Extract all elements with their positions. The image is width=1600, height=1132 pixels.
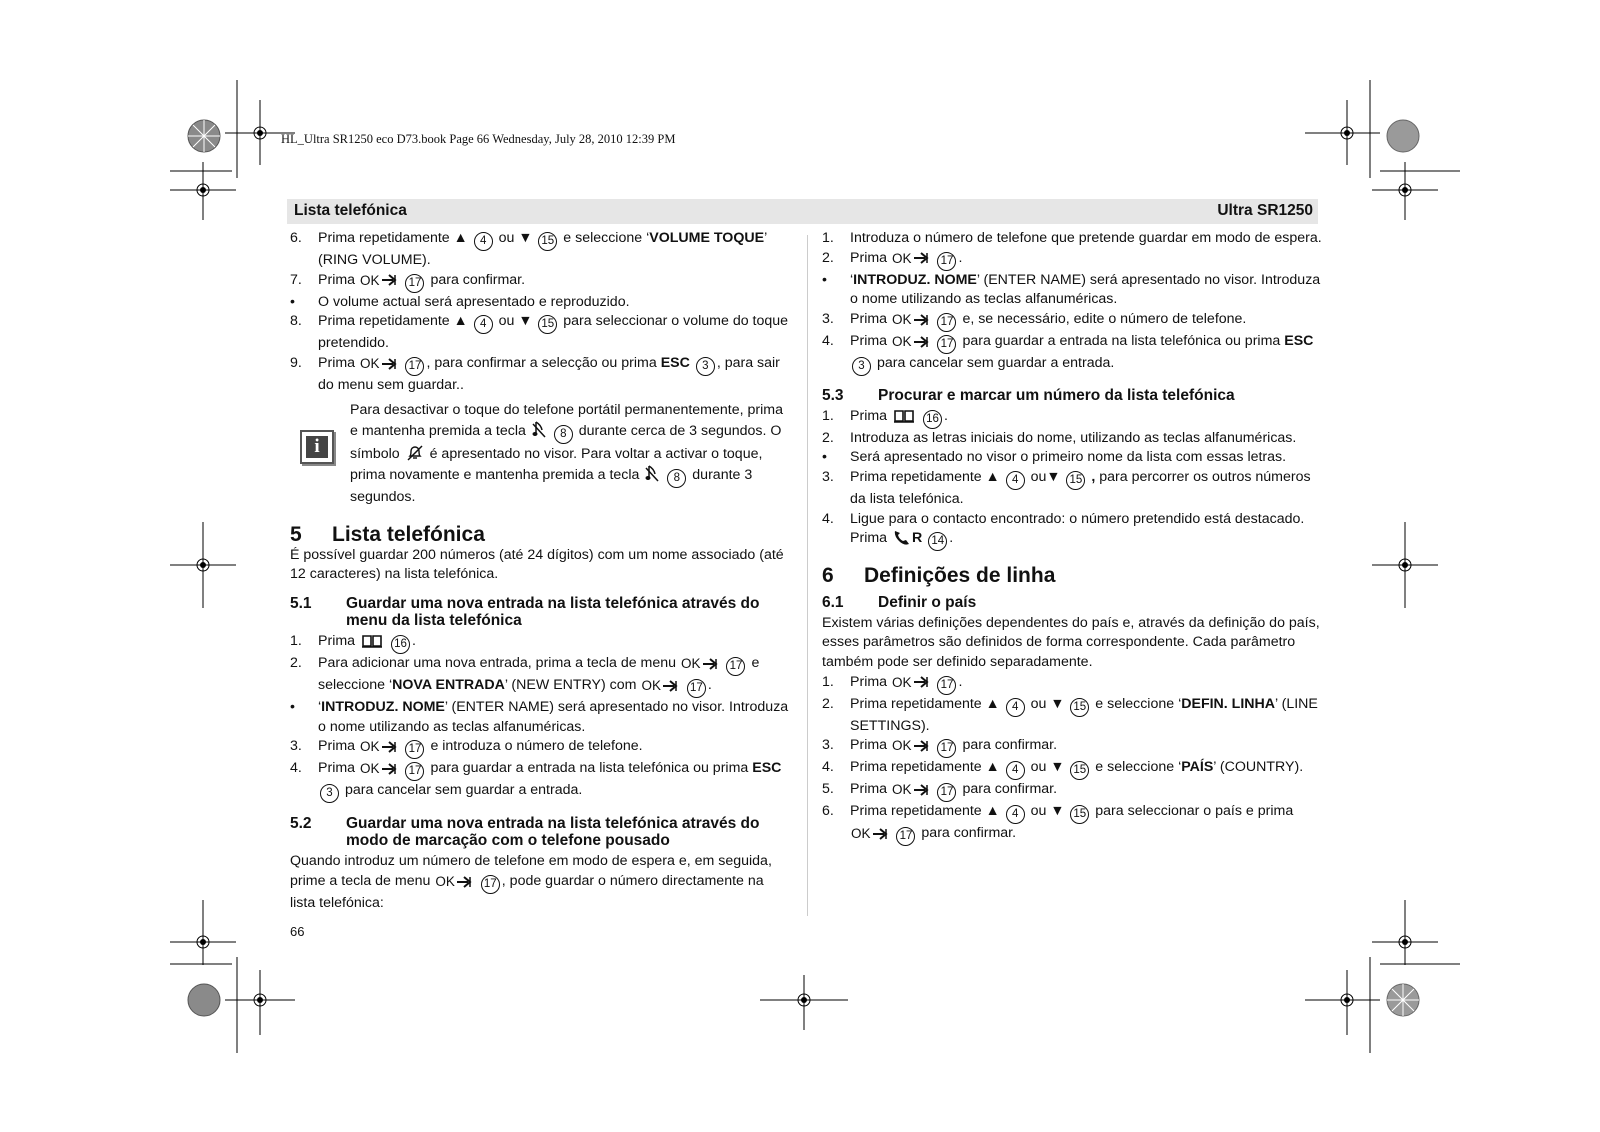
- step-number: 1.: [822, 673, 834, 690]
- text: Prima: [850, 332, 888, 349]
- ok-key-icon: OK: [360, 737, 399, 757]
- text: ou ▼: [1030, 803, 1065, 820]
- key-number: 14: [928, 532, 947, 551]
- key-number: 17: [405, 357, 424, 376]
- page-number: 66: [290, 924, 305, 939]
- step-number: 2.: [290, 654, 302, 671]
- text: Para adicionar uma nova entrada, prima a tecla de menu: [318, 654, 677, 671]
- text: Prima repetidamente ▲: [318, 313, 468, 330]
- bullet: •: [822, 271, 827, 288]
- key-number: 17: [481, 875, 500, 894]
- text: para seleccionar o país e prima: [1095, 803, 1294, 820]
- text: para confirmar.: [921, 825, 1017, 842]
- step-number: 4.: [290, 760, 302, 777]
- text: .: [707, 676, 712, 693]
- key-number: 16: [391, 635, 410, 654]
- step-number: 7.: [290, 271, 302, 288]
- running-header-right: Ultra SR1250: [1217, 202, 1313, 219]
- list-item: [822, 736, 1328, 758]
- running-header-bar: [287, 199, 1318, 224]
- key-number: 3: [696, 357, 715, 376]
- text: e seleccione ‘: [563, 230, 650, 246]
- step-number: 9.: [290, 354, 302, 371]
- key-number: 17: [937, 313, 956, 332]
- list-item: [290, 312, 790, 354]
- step-number: 2.: [822, 249, 834, 266]
- ringer-key-icon: [532, 421, 546, 438]
- key-number: 4: [1006, 698, 1025, 717]
- text: .: [943, 407, 948, 424]
- text: ’ (LINE SETTINGS).: [850, 695, 1318, 734]
- text: ’ (NEW ENTRY) com: [504, 676, 637, 693]
- key-number: 17: [687, 679, 706, 698]
- section-heading: 5 Lista telefónica: [290, 523, 485, 547]
- list-item: [290, 759, 790, 803]
- list-item: [822, 673, 1328, 695]
- text: para confirmar.: [430, 271, 526, 288]
- column-divider: [807, 235, 808, 916]
- key-number: 15: [1070, 805, 1089, 824]
- text: Prima repetidamente ▲: [850, 759, 1000, 776]
- list-item: [822, 332, 1328, 376]
- text: Prima: [850, 310, 888, 327]
- text: , para confirmar a selecção ou prima: [426, 354, 657, 371]
- step-number: 2.: [822, 695, 834, 712]
- step-number: 4.: [822, 759, 834, 776]
- step-number: 3.: [822, 468, 834, 485]
- key-number: 4: [474, 232, 493, 251]
- subsection-heading: 5.2 Guardar uma nova entrada na lista telefónica através do modo de marcação com o telefone pousado: [290, 815, 760, 850]
- call-icon: [893, 529, 910, 545]
- text: ou ▼: [1030, 759, 1065, 776]
- key-number: 4: [474, 315, 493, 334]
- list-item: [822, 695, 1328, 737]
- ok-key-icon: OK: [360, 759, 399, 779]
- menu-label: INTRODUZ. NOME: [853, 271, 977, 288]
- ok-key-icon: OK: [435, 872, 474, 892]
- key-number: 15: [538, 232, 557, 251]
- key-number: 17: [405, 274, 424, 293]
- text: ’ (ENTER NAME) será apresentado no visor. Introduza o nome utilizando as teclas alfanuméricas.: [318, 698, 789, 735]
- text: Prima: [850, 407, 888, 424]
- text: durante 3 segundos.: [350, 466, 753, 505]
- text: Prima: [850, 673, 888, 690]
- key-number: 4: [1006, 761, 1025, 780]
- bullet: •: [290, 293, 295, 310]
- text: durante cerca de 3 segundos. O símbolo: [350, 422, 782, 462]
- text: Para desactivar o toque do telefone portátil permanentemente, prima e mantenha premida a tecla: [350, 402, 783, 439]
- text: .: [411, 632, 416, 649]
- text: Introduza as letras iniciais do nome, utilizando as teclas alfanuméricas.: [850, 429, 1297, 446]
- text: e seleccione ‘: [1095, 695, 1182, 712]
- phonebook-icon: [361, 633, 383, 648]
- text: e, se necessário, edite o número de telefone.: [962, 310, 1247, 327]
- esc-key-label: ESC: [1284, 332, 1314, 349]
- key-number: 4: [1006, 805, 1025, 824]
- key-number: 17: [937, 335, 956, 354]
- text: , para sair do menu sem guardar..: [318, 354, 780, 393]
- subsection-heading: 6.1 Definir o país: [822, 593, 977, 611]
- ok-key-icon: OK: [892, 736, 931, 756]
- paragraph: É possível guardar 200 números (até 24 dígitos) com um nome associado (até 12 caracteres) na lista telefónica.: [290, 546, 784, 583]
- text: Prima: [850, 249, 888, 266]
- key-number: 3: [320, 784, 339, 803]
- key-number: 17: [405, 762, 424, 781]
- text: ’ (ENTER NAME) será apresentado no visor. Introduza o nome utilizando as teclas alfanuméricas.: [850, 271, 1321, 308]
- text: e introduza o número de telefone.: [430, 738, 643, 755]
- menu-label: DEFIN. LINHA: [1181, 695, 1276, 712]
- r-key-label: R: [912, 530, 923, 547]
- step-number: 4.: [822, 332, 834, 349]
- paragraph: Quando introduz um número de telefone em modo de espera e, em seguida, prime a tecla de menu OK 17 , pode guardar o número directamente na lista telefónica:: [290, 853, 772, 911]
- text: ou ▼: [498, 230, 533, 246]
- key-number: 17: [937, 252, 956, 271]
- ok-key-icon: OK: [681, 654, 720, 674]
- list-item: [822, 429, 1328, 449]
- text: Prima repetidamente ▲: [850, 695, 1000, 712]
- step-number: 6.: [290, 230, 302, 246]
- step-number: 1.: [822, 407, 834, 424]
- list-item: [822, 448, 1328, 468]
- step-number: 6.: [822, 803, 834, 820]
- key-number: 3: [852, 357, 871, 376]
- key-number: 8: [554, 425, 573, 444]
- text: Prima repetidamente ▲: [850, 468, 1000, 485]
- text: .: [958, 673, 963, 690]
- step-number: 2.: [822, 429, 834, 446]
- key-number: 16: [923, 410, 942, 429]
- text: Prima: [850, 781, 888, 798]
- text: Prima: [318, 760, 356, 777]
- paragraph: Existem várias definições dependentes do país e, através da definição do país, esses parâmetros são definidos de forma correspondente. Cada parâmetro também pode ser definido separadamente.: [822, 614, 1320, 670]
- list-item: [822, 229, 1328, 249]
- ok-key-icon: OK: [892, 249, 931, 269]
- info-icon: i: [300, 430, 334, 464]
- subsection-heading: 5.3 Procurar e marcar um número da lista telefónica: [822, 386, 1235, 404]
- phonebook-icon: [893, 408, 915, 423]
- left-column: [290, 229, 790, 913]
- text: para confirmar.: [962, 781, 1058, 798]
- text: para guardar a entrada na lista telefónica ou prima: [962, 332, 1281, 349]
- text: ‘: [318, 698, 322, 715]
- ok-key-icon: OK: [360, 354, 399, 374]
- text: para cancelar sem guardar a entrada.: [344, 782, 583, 799]
- menu-label: VOLUME TOQUE: [649, 230, 765, 246]
- ok-key-icon: OK: [892, 310, 931, 330]
- list-item: [822, 780, 1328, 802]
- bullet: •: [822, 449, 827, 466]
- ringer-key-icon: [645, 465, 659, 482]
- ok-key-icon: OK: [892, 673, 931, 693]
- text: Prima: [318, 738, 356, 755]
- step-number: 1.: [290, 632, 302, 649]
- text: para guardar a entrada na lista telefónica ou prima: [430, 760, 749, 777]
- step-number: 5.: [822, 781, 834, 798]
- text: ’ (COUNTRY).: [1213, 759, 1304, 776]
- key-number: 17: [937, 676, 956, 695]
- text: Prima: [318, 271, 356, 288]
- step-number: 3.: [822, 310, 834, 327]
- text: Prima: [318, 354, 356, 371]
- list-item: [822, 802, 1328, 846]
- key-number: 15: [1066, 471, 1085, 490]
- bullet: •: [290, 698, 295, 715]
- text: é apresentado no visor. Para voltar a activar o toque, prima novamente e mantenha premida a tecla: [350, 445, 763, 483]
- key-number: 17: [937, 783, 956, 802]
- section-heading: 6 Definições de linha: [822, 564, 1056, 588]
- key-number: 17: [405, 740, 424, 759]
- list-item: [822, 407, 1328, 429]
- key-number: 8: [667, 469, 686, 488]
- ok-key-icon: OK: [851, 824, 890, 844]
- list-item: [290, 654, 790, 698]
- key-number: 15: [538, 315, 557, 334]
- menu-label: NOVA ENTRADA: [392, 676, 505, 693]
- ok-key-icon: OK: [360, 271, 399, 291]
- list-item: [822, 249, 1328, 271]
- text: Ligue para o contacto encontrado: o número pretendido está destacado. Prima: [850, 510, 1305, 547]
- list-item: [822, 271, 1328, 310]
- text: ’ (RING VOLUME).: [318, 230, 767, 268]
- text: e seleccione ‘: [1095, 759, 1182, 776]
- step-number: 4.: [822, 510, 834, 527]
- text: Prima repetidamente ▲: [850, 803, 1000, 820]
- text: .: [958, 249, 963, 266]
- text: para cancelar sem guardar a entrada.: [876, 354, 1115, 371]
- text: e seleccione ‘: [318, 654, 760, 693]
- list-item: [822, 758, 1328, 780]
- list-item: [822, 310, 1328, 332]
- text: para confirmar.: [962, 737, 1058, 754]
- key-number: 17: [937, 739, 956, 758]
- text: Será apresentado no visor o primeiro nome da lista com essas letras.: [850, 449, 1287, 466]
- key-number: 17: [726, 657, 745, 676]
- list-item: [290, 271, 790, 293]
- text: Prima: [318, 632, 356, 649]
- text: para percorrer os outros números da lista telefónica.: [850, 468, 1311, 507]
- step-number: 1.: [822, 230, 834, 246]
- text: para seleccionar o volume do toque pretendido.: [318, 313, 789, 352]
- text: ‘: [850, 271, 854, 288]
- list-item: [822, 510, 1328, 552]
- list-item: [290, 229, 790, 271]
- text: Introduza o número de telefone que pretende guardar em modo de espera.: [850, 230, 1322, 246]
- text: ou▼: [1030, 468, 1061, 485]
- info-note: [290, 401, 790, 507]
- print-slug: HL_Ultra SR1250 eco D73.book Page 66 Wednesday, July 28, 2010 12:39 PM: [281, 132, 676, 146]
- running-header-left: Lista telefónica: [294, 202, 407, 219]
- ok-key-icon: OK: [892, 780, 931, 800]
- key-number: 15: [1070, 761, 1089, 780]
- text: .: [949, 530, 954, 547]
- right-column: [822, 229, 1328, 846]
- list-item: [290, 737, 790, 759]
- step-number: 3.: [822, 737, 834, 754]
- menu-label: PAÍS: [1181, 759, 1214, 776]
- text: Prima: [850, 737, 888, 754]
- text: ,: [1091, 468, 1096, 485]
- key-number: 4: [1006, 471, 1025, 490]
- esc-key-label: ESC: [660, 354, 690, 371]
- text: ou ▼: [498, 313, 533, 330]
- list-item: [290, 632, 790, 654]
- text: O volume actual será apresentado e reproduzido.: [318, 293, 630, 310]
- list-item: [290, 293, 790, 313]
- key-number: 15: [1070, 698, 1089, 717]
- text: Prima repetidamente ▲: [318, 230, 468, 246]
- step-number: 8.: [290, 313, 302, 330]
- step-number: 3.: [290, 738, 302, 755]
- ok-key-icon: OK: [641, 676, 680, 696]
- bell-off-icon: [406, 444, 424, 461]
- list-item: [822, 468, 1328, 510]
- list-item: [290, 698, 790, 737]
- subsection-heading: 5.1 Guardar uma nova entrada na lista telefónica através do menu da lista telefónica: [290, 594, 760, 629]
- menu-label: INTRODUZ. NOME: [321, 698, 445, 715]
- text: ou ▼: [1030, 695, 1065, 712]
- ok-key-icon: OK: [892, 332, 931, 352]
- list-item: [290, 354, 790, 396]
- key-number: 17: [896, 827, 915, 846]
- esc-key-label: ESC: [752, 760, 782, 777]
